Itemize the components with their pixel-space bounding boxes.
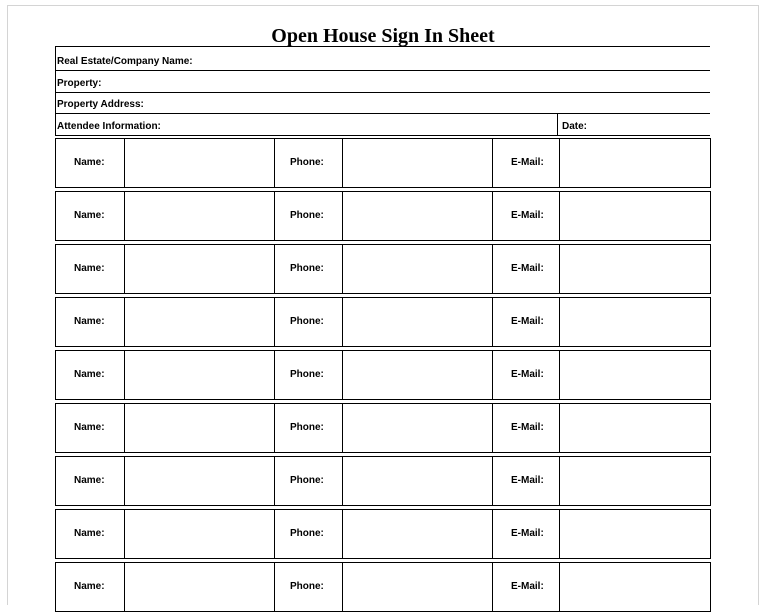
- cell-divider: [492, 192, 493, 240]
- email-label: E-Mail:: [511, 528, 544, 539]
- cell-divider: [559, 510, 560, 558]
- company-name-label: Real Estate/Company Name:: [57, 56, 193, 67]
- cell-divider: [559, 298, 560, 346]
- cell-divider: [492, 563, 493, 611]
- property-address-field[interactable]: [55, 113, 710, 114]
- cell-divider: [342, 563, 343, 611]
- cell-divider: [124, 139, 125, 187]
- cell-divider: [124, 457, 125, 505]
- phone-label: Phone:: [290, 210, 324, 221]
- name-label: Name:: [74, 475, 105, 486]
- info-left-rule: [55, 46, 56, 135]
- cell-divider: [342, 351, 343, 399]
- cell-divider: [274, 457, 275, 505]
- email-label: E-Mail:: [511, 210, 544, 221]
- cell-divider: [559, 192, 560, 240]
- attendee-information-label: Attendee Information:: [57, 121, 161, 132]
- cell-divider: [124, 351, 125, 399]
- email-label: E-Mail:: [511, 316, 544, 327]
- name-label: Name:: [74, 210, 105, 221]
- attendee-row: [55, 297, 711, 347]
- date-label: Date:: [562, 121, 588, 132]
- name-label: Name:: [74, 316, 105, 327]
- phone-label: Phone:: [290, 157, 324, 168]
- email-label: E-Mail:: [511, 475, 544, 486]
- info-top-rule: [55, 46, 710, 47]
- cell-divider: [274, 404, 275, 452]
- cell-divider: [124, 404, 125, 452]
- attendee-row: [55, 244, 711, 294]
- cell-divider: [492, 457, 493, 505]
- cell-divider: [124, 298, 125, 346]
- attendee-table: [55, 138, 711, 615]
- cell-divider: [492, 298, 493, 346]
- attendee-row: [55, 191, 711, 241]
- cell-divider: [492, 510, 493, 558]
- name-label: Name:: [74, 528, 105, 539]
- phone-label: Phone:: [290, 581, 324, 592]
- cell-divider: [492, 245, 493, 293]
- email-label: E-Mail:: [511, 369, 544, 380]
- cell-divider: [559, 139, 560, 187]
- property-address-label: Property Address:: [57, 99, 144, 110]
- cell-divider: [492, 139, 493, 187]
- name-label: Name:: [74, 581, 105, 592]
- cell-divider: [342, 298, 343, 346]
- attendee-row: [55, 562, 711, 612]
- property-field[interactable]: [55, 92, 710, 93]
- name-label: Name:: [74, 369, 105, 380]
- email-label: E-Mail:: [511, 157, 544, 168]
- cell-divider: [559, 351, 560, 399]
- property-label: Property:: [57, 78, 102, 89]
- cell-divider: [124, 245, 125, 293]
- cell-divider: [342, 192, 343, 240]
- cell-divider: [559, 563, 560, 611]
- name-label: Name:: [74, 157, 105, 168]
- email-label: E-Mail:: [511, 581, 544, 592]
- cell-divider: [274, 510, 275, 558]
- cell-divider: [559, 457, 560, 505]
- attendee-info-rule: [55, 135, 710, 136]
- attendee-row: [55, 138, 711, 188]
- phone-label: Phone:: [290, 528, 324, 539]
- cell-divider: [559, 404, 560, 452]
- name-label: Name:: [74, 263, 105, 274]
- cell-divider: [274, 245, 275, 293]
- company-name-field[interactable]: [55, 70, 710, 71]
- cell-divider: [492, 351, 493, 399]
- attendee-row: [55, 456, 711, 506]
- phone-label: Phone:: [290, 316, 324, 327]
- cell-divider: [124, 510, 125, 558]
- phone-label: Phone:: [290, 422, 324, 433]
- cell-divider: [274, 298, 275, 346]
- cell-divider: [274, 563, 275, 611]
- phone-label: Phone:: [290, 263, 324, 274]
- document-title: Open House Sign In Sheet: [271, 25, 495, 47]
- date-divider: [557, 114, 558, 135]
- cell-divider: [342, 510, 343, 558]
- email-label: E-Mail:: [511, 422, 544, 433]
- cell-divider: [342, 457, 343, 505]
- cell-divider: [124, 192, 125, 240]
- phone-label: Phone:: [290, 475, 324, 486]
- cell-divider: [274, 139, 275, 187]
- cell-divider: [124, 563, 125, 611]
- attendee-row: [55, 509, 711, 559]
- cell-divider: [342, 404, 343, 452]
- name-label: Name:: [74, 422, 105, 433]
- cell-divider: [559, 245, 560, 293]
- phone-label: Phone:: [290, 369, 324, 380]
- cell-divider: [342, 245, 343, 293]
- cell-divider: [342, 139, 343, 187]
- cell-divider: [492, 404, 493, 452]
- attendee-row: [55, 350, 711, 400]
- attendee-row: [55, 403, 711, 453]
- email-label: E-Mail:: [511, 263, 544, 274]
- cell-divider: [274, 351, 275, 399]
- cell-divider: [274, 192, 275, 240]
